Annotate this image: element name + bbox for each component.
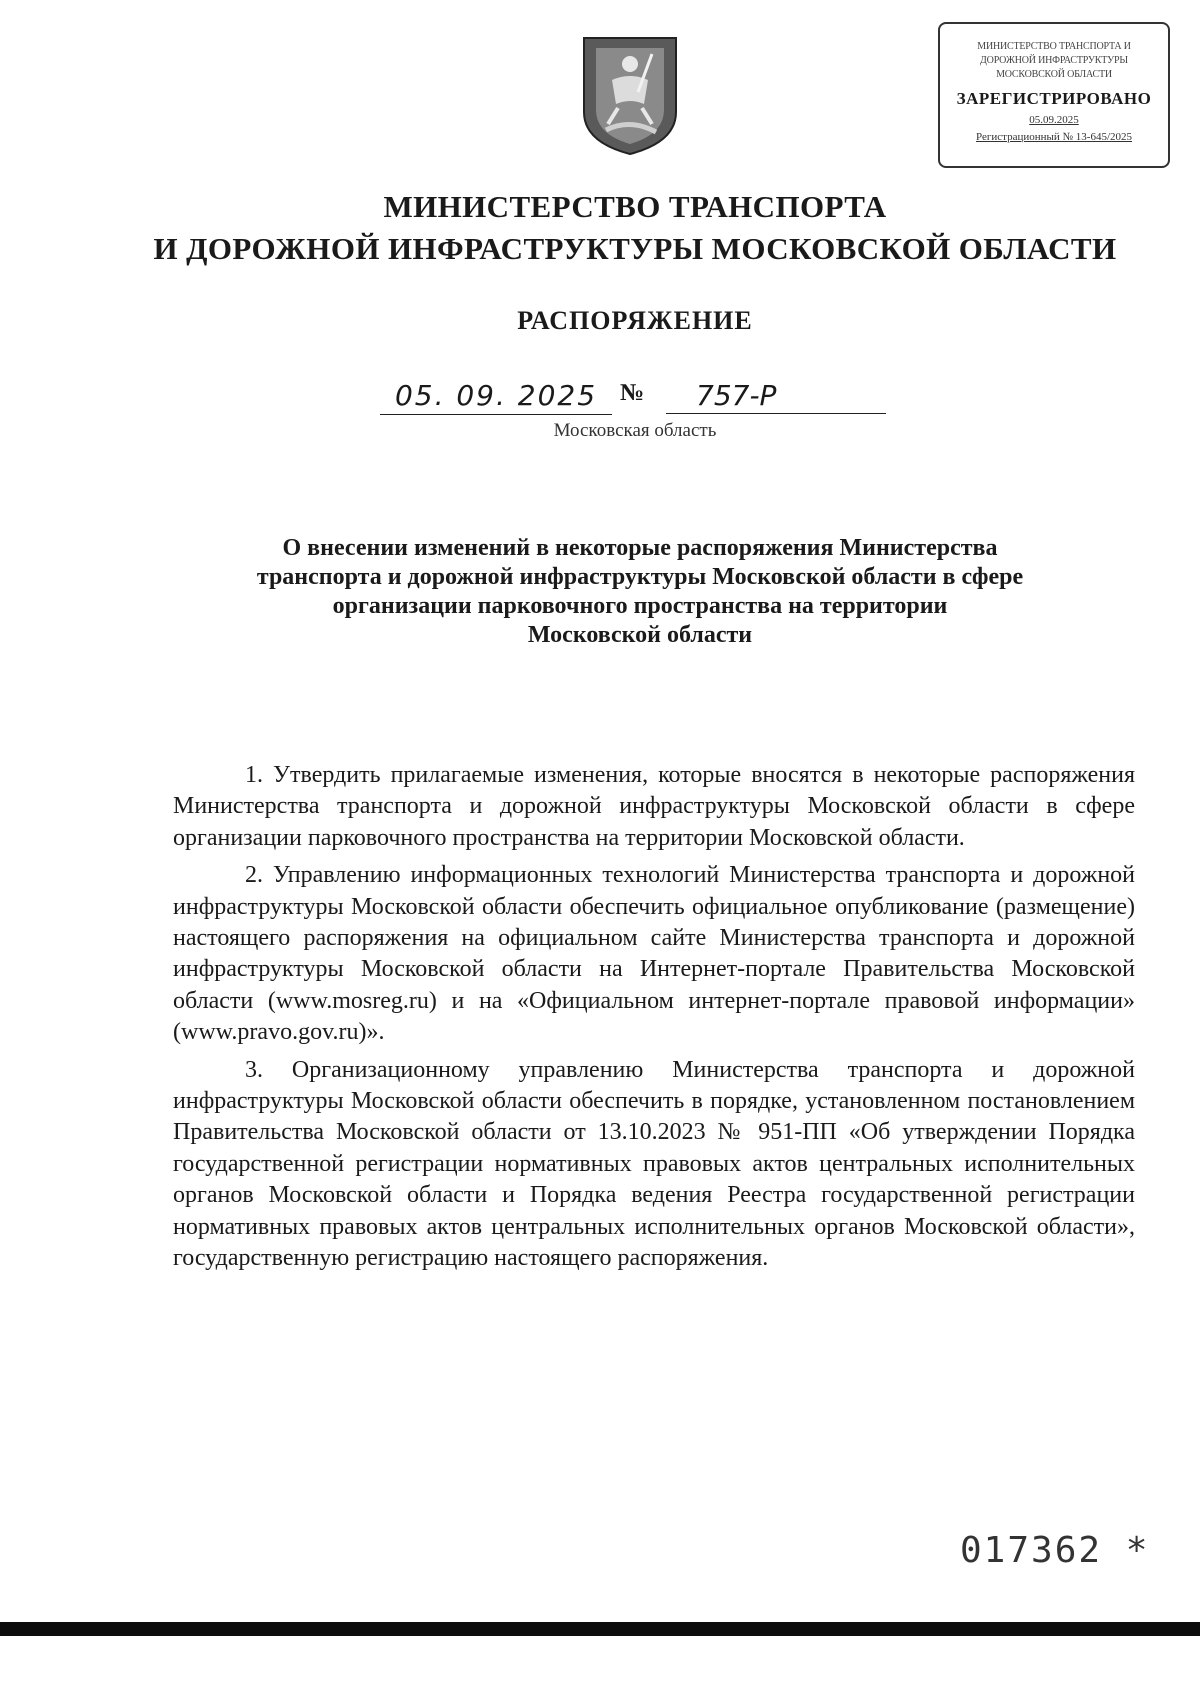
stamp-status: ЗАРЕГИСТРИРОВАНО [956,89,1152,108]
date-number-line [380,378,900,422]
number-sign: № [620,380,645,406]
registration-stamp [938,22,1170,168]
subject-line: Московской области [527,622,753,648]
scan-bottom-edge [0,1622,1200,1636]
moscow-region-coat-of-arms-icon [578,34,682,156]
document-body [173,760,1135,1281]
ministry-name-line: МИНИСТЕРСТВО ТРАНСПОРТА [383,189,887,224]
ministry-name-line: И ДОРОЖНОЙ ИНФРАСТРУКТУРЫ МОСКОВСКОЙ ОБЛАСТИ [153,231,1117,266]
subject-line: О внесении изменений в некоторые распоряжения Министерства [282,535,998,561]
stamp-registration-number: Регистрационный № 13-645/2025 [976,131,1132,143]
document-type: РАСПОРЯЖЕНИЕ [517,306,753,335]
body-paragraph: 2. Управлению информационных технологий Министерства транспорта и дорожной инфраструктуры Московской области обеспечить официальное опубликование (размещение) настоящего распоряжения на официальном сайте Министерства транспорта и дорожной инфраструктуры Московской области на Интернет-портале Правительства Московской области (www.mosreg.ru) и на «Официальном интернет-портале правовой информации» (www.pravo.gov.ru)». [173,862,1135,1046]
place-of-issue: Московская область [553,420,717,441]
body-paragraph: 3. Организационному управлению Министерства транспорта и дорожной инфраструктуры Московской области обеспечить в порядке, установленном постановлением Правительства Московской области от 13.10.2023 № 951-ПП «Об утверждении Порядка государственной регистрации нормативных правовых актов центральных исполнительных органов Московской области и Порядка ведения Реестра государственной регистрации нормативных правовых актов центральных исполнительных органов Московской области», государственную регистрацию настоящего распоряжения. [173,1056,1135,1272]
handwritten-date: 05. 09. 2025 [380,378,612,415]
handwritten-number: 757-Р [666,378,886,414]
stamp-org-line: МИНИСТЕРСТВО ТРАНСПОРТА И [977,41,1131,52]
subject-line: транспорта и дорожной инфраструктуры Московской области в сфере [256,564,1024,590]
subject-line: организации парковочного пространства на территории [332,593,948,619]
stamp-org-line: ДОРОЖНОЙ ИНФРАСТРУКТУРЫ [980,55,1128,66]
document-serial-number: 017362 * [960,1530,1150,1571]
body-paragraph: 1. Утвердить прилагаемые изменения, которые вносятся в некоторые распоряжения Министерства транспорта и дорожной инфраструктуры Московской области в сфере организации парковочного пространства на территории Московской области. [173,762,1135,851]
stamp-org-line: МОСКОВСКОЙ ОБЛАСТИ [996,69,1112,80]
ministry-name [0,186,1200,270]
stamp-date: 05.09.2025 [1029,114,1079,126]
document-subject [200,534,1080,650]
